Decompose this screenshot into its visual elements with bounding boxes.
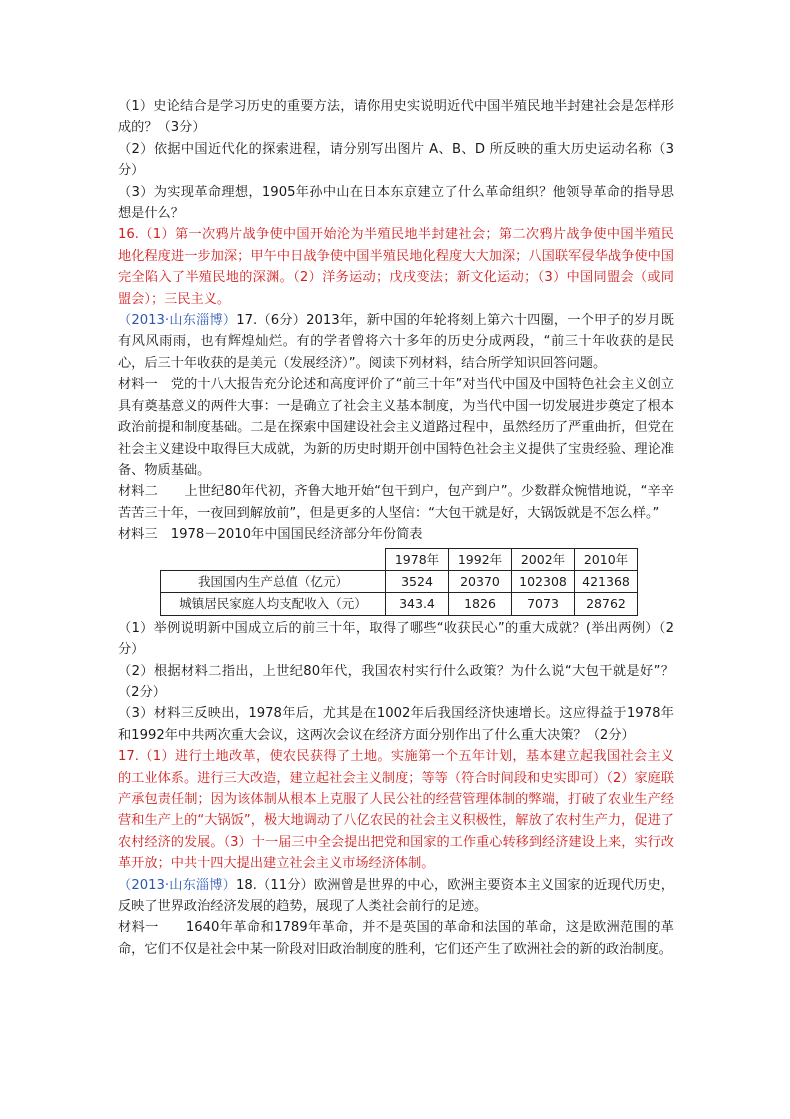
q17-question-1: （1）举例说明新中国成立后的前三十年，取得了哪些“收获民心”的重大成就？(举出两例）（2分） <box>118 620 674 658</box>
table-row-label: 城镇居民家庭人均支配收入（元） <box>161 593 386 615</box>
table-year-header: 2010年 <box>575 548 638 570</box>
table-row-label: 我国国内生产总值（亿元） <box>161 570 386 592</box>
q17-material-1: 材料一 党的十八大报告充分论述和高度评价了“前三十年”对当代中国及中国特色社会主义创立具有奠基意义的两件大事：一是确立了社会主义基本制度，为当代中国一切发展进步奠定了根本政治前提和制度基础。二是在探索中国建设社会主义道路过程中，虽然经历了严重曲折，但党在社会主义建设中取得巨大成就，为新的历史时期开创中国特色社会主义提供了宝贵经验、理论准备、物质基础。 <box>118 377 674 478</box>
table-corner-cell <box>161 548 386 570</box>
q18-stem: 18.（11分）欧洲曾是世界的中心，欧洲主要资本主义国家的近现代历史，反映了世界政治经济发展的趋势，展现了人类社会前行的足迹。 <box>118 877 674 915</box>
document-body <box>118 96 674 960</box>
table-cell: 421368 <box>575 570 638 592</box>
table-cell: 102308 <box>512 570 575 592</box>
q17-stem-paragraph <box>118 310 674 374</box>
economy-table <box>160 548 638 616</box>
q18-material-1: 材料一 1640年革命和1789年革命，并不是英国的革命和法国的革命，这是欧洲范围的革命，它们不仅是社会中某一阶段对旧政治制度的胜利，它们还产生了欧洲社会的新的政治制度。 <box>118 920 674 957</box>
table-year-header: 1978年 <box>386 548 449 570</box>
table-year-header: 2002年 <box>512 548 575 570</box>
table-header-row <box>161 548 638 570</box>
q16-subquestion-2: （2）依据中国近代化的探索进程，请分别写出图片 A、B、D 所反映的重大历史运动名称（3分） <box>118 141 674 179</box>
q17-answer: 17.（1）进行土地改革，使农民获得了土地。实施第一个五年计划，基本建立起我国社会主义的工业体系。进行三大改造，建立起社会主义制度；等等（符合时间段和史实即可）（2）家庭联产承包责任制；因为该体制从根本上克服了人民公社的经营管理体制的弊端，打破了农业生产经营和生产上的“大锅饭”，极大地调动了八亿农民的社会主义积极性，解放了农村生产力，促进了农村经济的发展。（3）十一届三中全会提出把党和国家的工作重心转移到经济建设上来，实行改革开放；中共十四大提出建立社会主义市场经济体制。 <box>118 749 674 872</box>
q17-stem: 17.（6分）2013年，新中国的年轮将刻上第六十四圈，一个甲子的岁月既有风风雨雨，也有辉煌灿烂。有的学者曾将六十多年的历史分成两段，“前三十年收获的是民心，后三十年收获的是美元（发展经济）”。阅读下列材料，结合所学知识回答问题。 <box>118 313 674 371</box>
q17-material-2: 材料二 上世纪80年代初，齐鲁大地开始“包干到户，包产到户”。少数群众惋惜地说，“辛辛苦苦三十年，一夜回到解放前”，但是更多的人坚信：“大包干就是好，大锅饭就是不怎么样。” <box>118 484 674 521</box>
q17-material-3-title: 材料三 1978－2010年中国国民经济部分年份简表 <box>118 527 423 543</box>
table-cell: 28762 <box>575 593 638 615</box>
table-cell: 20370 <box>449 570 512 592</box>
table-year-header: 1992年 <box>449 548 512 570</box>
q18-stem-paragraph <box>118 875 674 918</box>
table-row <box>161 593 638 615</box>
q17-question-3: （3）材料三反映出，1978年后，尤其是在1002年后我国经济快速增长。这应得益于1978年和1992年中共两次重大会议，这两次会议在经济方面分别作出了什么重大决策？（2分） <box>118 706 674 743</box>
table-cell: 7073 <box>512 593 575 615</box>
q18-source-tag: （2013·山东淄博） <box>118 877 236 893</box>
table-cell: 1826 <box>449 593 512 615</box>
q17-question-2: （2）根据材料二指出，上世纪80年代，我国农村实行什么政策？为什么说“大包干就是好”？（2分） <box>118 663 674 700</box>
table-row <box>161 570 638 592</box>
table-cell: 3524 <box>386 570 449 592</box>
economy-table-wrapper <box>118 548 674 616</box>
q16-subquestion-3: （3）为实现革命理想，1905年孙中山在日本东京建立了什么革命组织？他领导革命的指导思想是什么？ <box>118 184 674 222</box>
q16-answer: 16.（1）第一次鸦片战争使中国开始沦为半殖民地半封建社会；第二次鸦片战争使中国半殖民地化程度进一步加深；甲午中日战争使中国半殖民地化程度大大加深；八国联军侵华战争使中国完全陷入了半殖民地的深渊。（2）洋务运动；戊戌变法；新文化运动；（3）中国同盟会（或同盟会）；三民主义。 <box>118 227 674 307</box>
q17-source-tag: （2013·山东淄博） <box>118 313 237 329</box>
table-cell: 343.4 <box>386 593 449 615</box>
q16-subquestion-1: （1）史论结合是学习历史的重要方法，请你用史实说明近代中国半殖民地半封建社会是怎样形成的？（3分） <box>118 99 674 136</box>
